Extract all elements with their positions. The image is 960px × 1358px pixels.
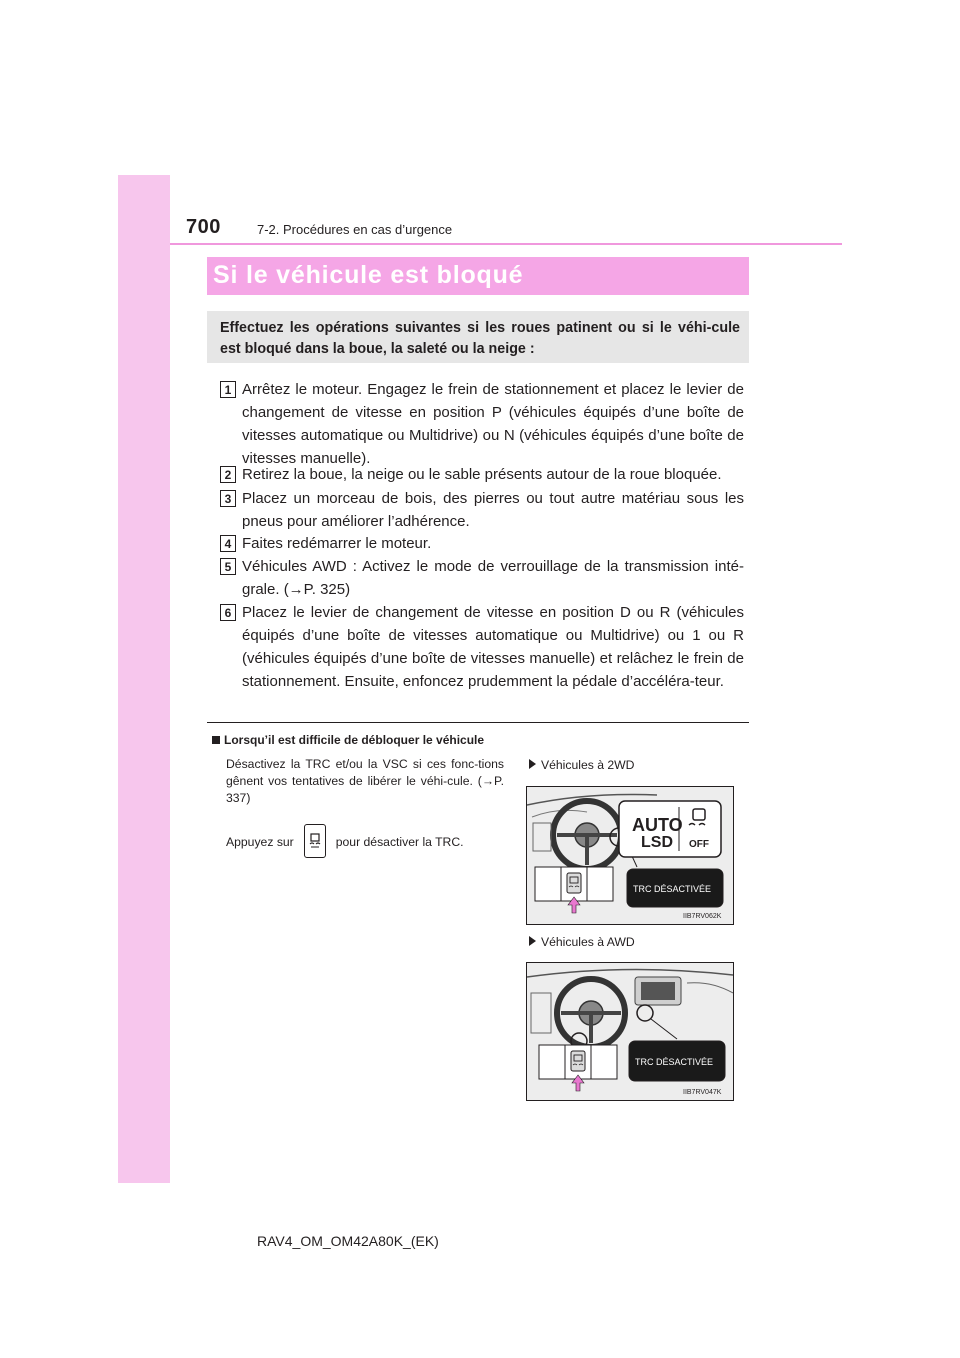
square-bullet-icon <box>212 736 220 744</box>
trc-instruction-before: Appuyez sur <box>226 835 294 850</box>
step-number-2: 2 <box>220 466 236 483</box>
triangle-bullet-icon <box>529 759 536 769</box>
trc-instruction <box>226 826 504 860</box>
step-text-1: Arrêtez le moteur. Engagez le frein de stationnement et placez le levier de changement de vitesse en position P (véhicules équipés d’une boîte de vitesses automatique ou Multidrive) ou N (véhicules équipés d’une boîte de vitesses manuelle). <box>242 381 744 467</box>
auto-button-label: AUTO <box>632 815 683 835</box>
triangle-bullet-icon <box>529 936 536 946</box>
trc-display-text-awd: TRC DÉSACTIVÉE <box>635 1057 714 1067</box>
step-text-4: Faites redémarrer le moteur. <box>242 535 432 552</box>
variant-label-awd <box>529 935 635 949</box>
trc-off-switch-icon <box>304 824 326 858</box>
section-heading-text: Lorsqu’il est difficile de débloquer le véhicule <box>224 733 485 747</box>
page-title: Si le véhicule est bloqué <box>213 261 524 289</box>
section-rule <box>207 722 749 723</box>
step-number-1: 1 <box>220 381 236 398</box>
variant-label-awd-text: Véhicules à AWD <box>541 935 635 949</box>
intro-text: Effectuez les opérations suivantes si les roues patinent ou si le véhi-cule est bloqué dans la boue, la saleté ou la neige : <box>220 320 740 357</box>
dashboard-2wd-illustration <box>527 787 733 924</box>
running-head: 7-2. Procédures en cas d’urgence <box>257 222 453 237</box>
figure-awd <box>526 962 734 1101</box>
header-rule <box>170 243 842 245</box>
variant-label-2wd <box>529 758 634 772</box>
side-color-band <box>118 175 170 1183</box>
step-text-6: Placez le levier de changement de vitesse en position D ou R (véhicules équipés d’une boîte de vitesses automatique ou Multidrive) ou 1 ou R (véhicules équipés d’une boîte de vitesses manuelle) et relâchez le frein de stationnement. Ensuite, enfoncez prudemment la pédale d’accéléra-teur. <box>242 604 744 690</box>
section-heading <box>212 733 484 747</box>
step-number-5: 5 <box>220 558 236 575</box>
step-number-6: 6 <box>220 604 236 621</box>
trc-instruction-after: pour désactiver la TRC. <box>335 835 464 850</box>
step-number-3: 3 <box>220 490 236 507</box>
figure-2wd <box>526 786 734 925</box>
trc-note: Désactivez la TRC et/ou la VSC si ces fonc-tions gênent vos tentatives de libérer le véhi-cule. (→P. 337) <box>226 757 504 805</box>
dashboard-awd-illustration <box>527 963 733 1100</box>
step-number-4: 4 <box>220 535 236 552</box>
page-number: 700 <box>186 216 221 238</box>
off-button-label: OFF <box>689 839 709 850</box>
figure-code-2wd: IIB7RV062K <box>683 913 722 920</box>
step-text-3: Placez un morceau de bois, des pierres ou tout autre matériau sous les pneus pour améliorer l’adhérence. <box>242 490 744 530</box>
footer-doc-code: RAV4_OM_OM42A80K_(EK) <box>257 1233 439 1249</box>
trc-display-text-2wd: TRC DÉSACTIVÉE <box>633 884 712 894</box>
variant-label-2wd-text: Véhicules à 2WD <box>541 758 635 772</box>
step-text-2: Retirez la boue, la neige ou le sable présents autour de la roue bloquée. <box>242 466 722 483</box>
figure-code-awd: IIB7RV047K <box>683 1089 722 1096</box>
step-text-5: Véhicules AWD : Activez le mode de verrouillage de la transmission inté-grale. (→P. 325) <box>242 558 744 598</box>
lsd-button-label: LSD <box>641 834 673 851</box>
